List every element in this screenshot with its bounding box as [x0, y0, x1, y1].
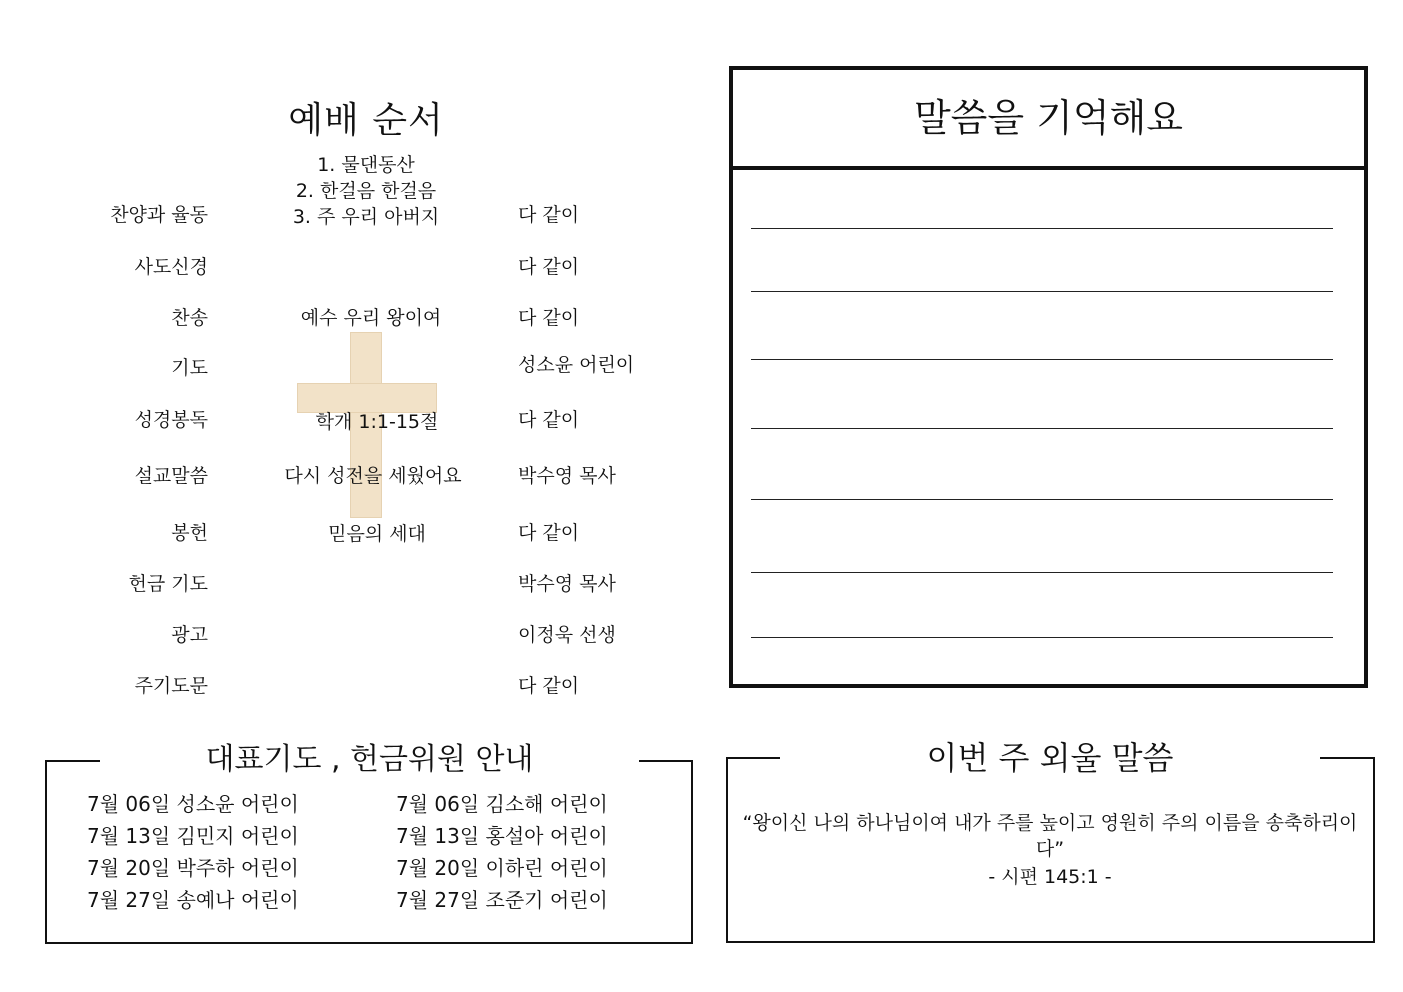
memo-write-line[interactable] — [751, 637, 1333, 638]
order-label: 설교말씀 — [134, 465, 208, 487]
prayer-left-item: 7월 27일 송예나 어린이 — [87, 888, 299, 912]
order-label: 기도 — [171, 357, 208, 379]
verse-box-top-right-border — [1320, 757, 1373, 759]
hymn-item: 3. 주 우리 아버지 — [292, 206, 440, 228]
memo-write-line[interactable] — [751, 359, 1333, 360]
order-content: 믿음의 세대 — [328, 523, 426, 545]
verse-box-top-left-border — [726, 757, 780, 759]
order-leader: 박수영 목사 — [518, 573, 616, 595]
hymn-list — [216, 152, 516, 230]
order-title: 예배 순서 — [288, 100, 444, 141]
memo-write-line[interactable] — [751, 428, 1333, 429]
order-label: 봉헌 — [171, 522, 208, 544]
order-leader: 박수영 목사 — [518, 465, 616, 487]
prayer-box-top-right-border — [639, 760, 691, 762]
prayer-right-item: 7월 13일 홍설아 어린이 — [396, 824, 608, 848]
order-leader: 성소윤 어린이 — [518, 354, 635, 376]
prayer-left-item: 7월 13일 김민지 어린이 — [87, 824, 299, 848]
prayer-right-item: 7월 27일 조준기 어린이 — [396, 888, 608, 912]
memo-write-line[interactable] — [751, 228, 1333, 229]
order-label: 찬송 — [171, 307, 208, 329]
order-leader: 이정욱 선생 — [518, 624, 616, 646]
order-leader: 다 같이 — [518, 675, 580, 697]
memo-write-line[interactable] — [751, 291, 1333, 292]
memo-write-line[interactable] — [751, 499, 1333, 500]
hymn-item: 2. 한걸음 한걸음 — [295, 180, 437, 202]
prayer-right-item: 7월 06일 김소해 어린이 — [396, 792, 608, 816]
hymn-item: 1. 물댄동산 — [317, 154, 415, 176]
prayer-left-item: 7월 20일 박주하 어린이 — [87, 856, 299, 880]
memo-title: 말씀을 기억해요 — [733, 70, 1364, 170]
order-label: 주기도문 — [134, 675, 208, 697]
order-label: 찬양과 율동 — [110, 204, 208, 226]
order-leader: 다 같이 — [518, 409, 580, 431]
order-content: 예수 우리 왕이여 — [300, 307, 442, 329]
prayer-title: 대표기도 , 헌금위원 안내 — [205, 742, 534, 777]
order-content: 학개 1:1-15절 — [315, 411, 439, 433]
order-label: 광고 — [171, 624, 208, 646]
order-leader: 다 같이 — [518, 522, 580, 544]
verse-reference: - 시편 145:1 - — [988, 866, 1112, 888]
order-label: 헌금 기도 — [128, 573, 208, 595]
memo-box — [729, 66, 1368, 688]
memo-write-line[interactable] — [751, 572, 1333, 573]
prayer-left-item: 7월 06일 성소윤 어린이 — [87, 792, 299, 816]
verse-text: “왕이신 나의 하나님이여 내가 주를 높이고 영원히 주의 이름을 송축하리이다” — [742, 812, 1358, 860]
order-leader: 다 같이 — [518, 204, 580, 226]
prayer-box-top-left-border — [45, 760, 100, 762]
order-label: 성경봉독 — [134, 409, 208, 431]
order-leader: 다 같이 — [518, 256, 580, 278]
prayer-right-item: 7월 20일 이하린 어린이 — [396, 856, 608, 880]
verse-title: 이번 주 외울 말씀 — [926, 739, 1174, 777]
order-leader: 다 같이 — [518, 307, 580, 329]
order-label: 사도신경 — [134, 256, 208, 278]
order-content: 다시 성전을 세웠어요 — [284, 465, 462, 487]
